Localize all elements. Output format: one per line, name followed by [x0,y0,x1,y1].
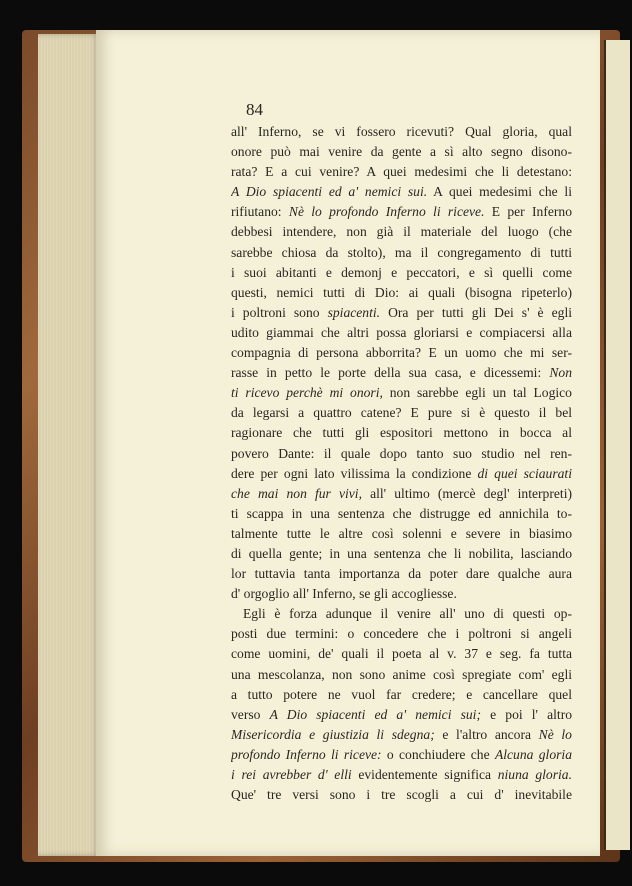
text-segment: evidentemente significa [351,767,498,782]
text-segment: all' ultimo (mercè degl' interpreti) [361,485,572,501]
text-segment: E per Inferno [484,204,572,220]
text-segment: d' orgoglio all' Inferno, se gli accogliesse. [231,586,457,602]
text-line [231,182,572,202]
text-segment: una mescolanza, non sono anime così spregiate com' egli [231,666,572,682]
text-line [231,644,572,664]
text-segment: non sarebbe egli un tal Logico [382,385,572,401]
text-segment: rasse in petto le porte della sua casa, e dicessemi: [231,365,550,381]
text-line [231,263,572,283]
text-line [231,383,572,403]
text-segment: rata? E a cui venire? A quei medesimi che li detestano: [231,164,572,180]
text-segment: posti due termini: o concedere che i poltroni si angeli [231,626,572,642]
text-segment: compagnia di persona abborrita? E un uomo che mi ser- [231,345,572,361]
text-segment: talmente tutte le altre così solenni e severe in biasimo [231,525,572,541]
text-segment: i poltroni sono [231,304,328,320]
text-segment: povero Dante: il quale dopo tanto suo studio nel ren- [231,445,572,461]
text-line [231,785,572,805]
text-line [231,444,572,464]
text-line [231,162,572,182]
text-line [231,624,572,644]
italic-text: Nè lo profondo Inferno li riceve. [288,204,485,220]
text-line [231,725,572,745]
page-edges [38,34,100,856]
text-segment: come uomini, de' quali il poeta al v. 37 e seg. fa tutta [231,646,572,662]
text-line [231,363,572,383]
text-line [231,665,572,685]
text-segment: dere per ogni lato vilissima la condizione [231,465,478,481]
text-segment: questi, nemici tutti di Dio: ai quali (bisogna ripeterlo) [231,284,572,300]
text-segment: Que' tre versi sono i tre scogli a cui d' inevitabile [231,787,572,803]
text-segment: ti scappa in una sentenza che distrugge ed annichila to- [231,505,572,521]
text-segment: onore può mai venire da gente a sì alto segno disono- [231,144,572,160]
text-line [231,202,572,222]
text-line [231,343,572,363]
facing-page-edge [604,40,630,850]
text-line [231,584,572,604]
text-line [231,524,572,544]
text-line [231,243,572,263]
italic-text: ti ricevo perchè mi onori, [231,385,383,401]
text-line [231,403,572,423]
text-line [231,705,572,725]
italic-text: A Dio spiacenti ed a' nemici sui; [269,706,481,722]
text-line [231,765,572,785]
body-text [231,122,572,805]
text-line [231,142,572,162]
italic-text: di quei sciaurati [477,465,572,481]
italic-text: Nè lo [538,726,572,742]
text-line [231,283,572,303]
italic-text: Misericordia e giustizia li sdegna; [231,726,435,742]
text-line [231,303,572,323]
text-line [231,323,572,343]
text-segment: Egli è forza adunque il venire all' uno di questi op- [243,606,572,622]
page-number: 84 [246,100,263,119]
text-line [231,745,572,765]
italic-text: A Dio spiacenti ed a' nemici sui. [231,184,428,200]
text-segment: a tutto potere ne vuol far credere; e cancellare quel [231,686,572,702]
text-segment: Ora per tutti gli Dei s' è egli [380,304,572,320]
text-line [231,604,572,624]
italic-text: i rei avrebber d' elli [231,767,352,782]
text-line [231,122,572,142]
text-line [231,484,572,504]
text-line [231,504,572,524]
text-line [231,222,572,242]
text-segment: di quella gente; in una sentenza che li nobilita, lasciando [231,545,572,561]
text-segment: debbesi intendere, non già il materiale del luogo (che [231,224,572,240]
text-segment: lor tuttavia tanta importanza da poter dare qualche aura [231,566,572,582]
text-segment: rifiutano: [231,204,289,220]
text-line [231,464,572,484]
italic-text: profondo Inferno li riceve: [231,746,382,762]
italic-text: Non [549,365,572,381]
text-segment: i suoi abitanti e demonj e peccatori, e sì quelli come [231,264,572,280]
text-segment: ragionare che tutti gli espositori mettono in bocca al [231,425,572,441]
text-segment: all' Inferno, se vi fossero ricevuti? Qual gloria, qual [231,124,572,139]
text-segment: e poi l' altro [481,706,572,722]
text-segment: o conchiudere che [381,746,495,762]
text-segment: verso [231,706,270,722]
text-segment: da legarsi a quattro catene? E pure si è questo il bel [231,405,572,421]
text-segment: udito giammai che altri possa gloriarsi e compiacersi alla [231,324,572,340]
text-line [231,423,572,443]
text-line [231,685,572,705]
italic-text: spiacenti. [327,304,381,320]
text-segment: A quei medesimi che li [427,184,572,200]
italic-text: Alcuna gloria [494,746,572,762]
text-line [231,544,572,564]
italic-text: niuna gloria. [497,767,572,782]
text-line [231,564,572,584]
italic-text: che mai non fur vivi, [231,485,362,501]
text-segment: e l'altro ancora [434,726,539,742]
text-segment: sarebbe chiosa da stolto), ma il congregamento di tutti [231,244,572,260]
